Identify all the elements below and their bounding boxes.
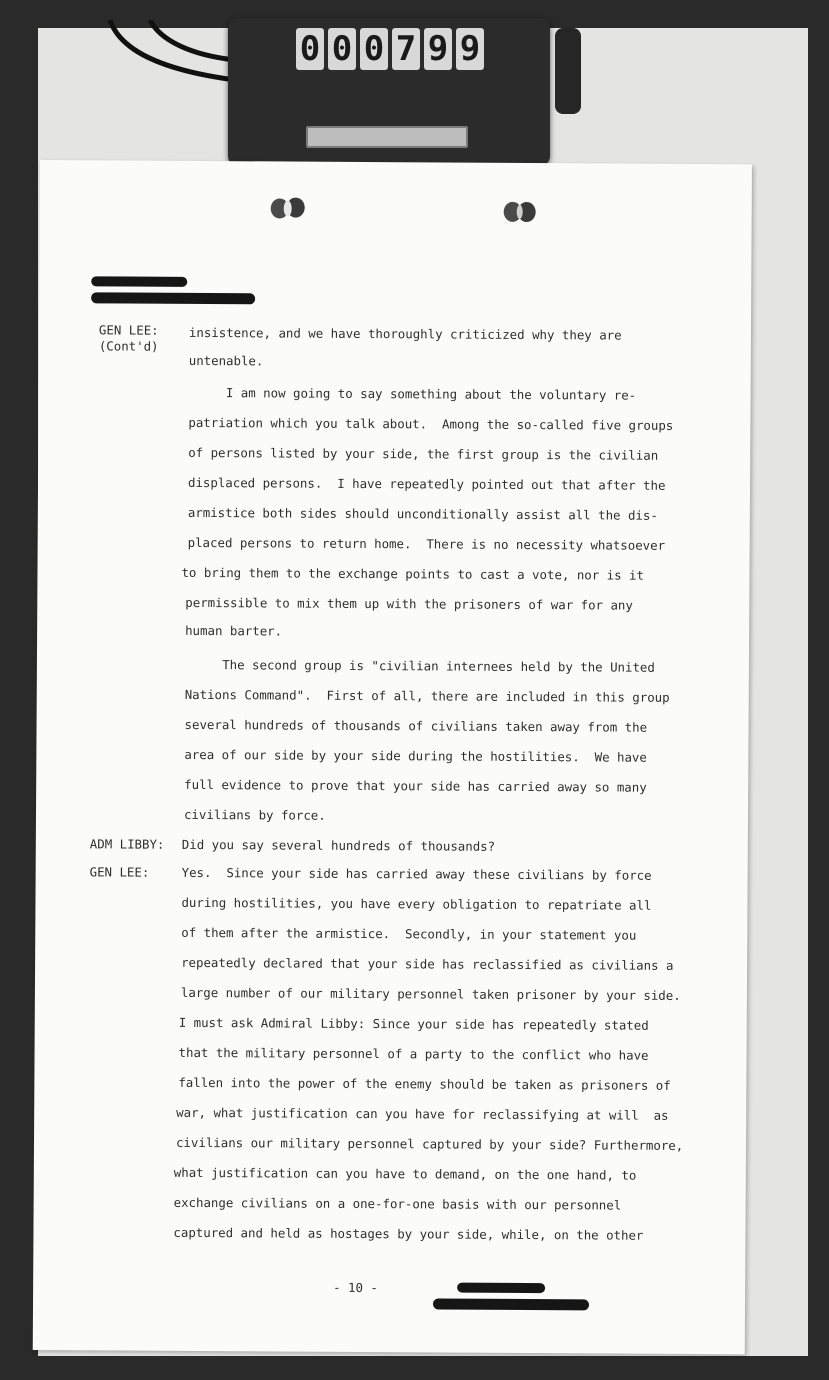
frame-counter: [228, 18, 550, 166]
text-line: to bring them to the exchange points to cast a vote, nor is it: [181, 564, 645, 583]
text-line: insistence, and we have thoroughly criticized why they are: [188, 324, 622, 343]
text-line: of them after the armistice. Secondly, in your statement you: [181, 924, 637, 943]
speaker-label: ADM LIBBY:: [89, 836, 165, 852]
text-line: placed persons to return home. There is no necessity whatsoever: [187, 534, 666, 553]
text-line: during hostilities, you have every obligation to repatriate all: [181, 894, 652, 913]
text-line: area of our side by your side during the hostilities. We have: [184, 746, 647, 765]
text-line: of persons listed by your side, the first group is the civilian: [188, 444, 659, 463]
counter-digits: [296, 28, 484, 72]
text-line: several hundreds of thousands of civilians taken away from the: [184, 716, 648, 735]
text-line: fallen into the power of the enemy should be taken as prisoners of: [178, 1074, 671, 1093]
redaction-bar: [91, 292, 255, 304]
counter-digit: 0: [328, 28, 356, 70]
text-line: large number of our military personnel taken prisoner by your side.: [180, 984, 681, 1003]
punch-hole-icon: [500, 199, 540, 225]
counter-digit: 9: [456, 28, 484, 70]
speaker-label: GEN LEE:: [89, 864, 150, 880]
speaker-label: GEN LEE:: [98, 322, 159, 338]
counter-knob: [555, 28, 581, 114]
counter-nameplate: [306, 126, 468, 148]
text-line: permissible to mix them up with the prisoners of war for any: [185, 594, 633, 613]
text-line: armistice both sides should unconditionally assist all the dis-: [187, 504, 658, 523]
text-line: civilians by force.: [183, 806, 326, 823]
text-line: that the military personnel of a party to the conflict who have: [178, 1044, 649, 1063]
counter-digit: 0: [360, 28, 388, 70]
text-line: captured and held as hostages by your side, while, on the other: [173, 1224, 644, 1243]
redaction-bar: [457, 1283, 545, 1294]
text-line: war, what justification can you have for reclassifying at will as: [176, 1104, 669, 1123]
text-line: Nations Command". First of all, there are included in this group: [184, 686, 670, 705]
text-line: untenable.: [188, 352, 264, 369]
text-line: what justification can you have to demand, on the one hand, to: [173, 1164, 637, 1183]
counter-cables: [100, 20, 240, 90]
counter-digit: 9: [424, 28, 452, 70]
redaction-bar: [433, 1298, 589, 1310]
document-body: [36, 160, 684, 1296]
text-line: patriation which you talk about. Among the so-called five groups: [188, 414, 674, 433]
counter-digit: 7: [392, 28, 420, 70]
text-line: Did you say several hundreds of thousands?: [181, 836, 496, 854]
document-page: [33, 160, 752, 1354]
text-line: exchange civilians on a one-for-one basis with our personnel: [173, 1194, 622, 1213]
text-line: civilians our military personnel captured by your side? Furthermore,: [175, 1134, 684, 1153]
text-line: Yes. Since your side has carried away these civilians by force: [181, 864, 652, 883]
speaker-continued: (Cont'd): [98, 338, 159, 354]
text-line: I must ask Admiral Libby: Since your side has repeatedly stated: [178, 1014, 649, 1033]
text-line: human barter.: [185, 622, 283, 639]
redaction-bar: [91, 276, 187, 287]
text-line: repeatedly declared that your side has reclassified as civilians a: [181, 954, 674, 973]
text-line: The second group is "civilian internees held by the United: [184, 656, 655, 675]
text-line: displaced persons. I have repeatedly pointed out that after the: [187, 474, 666, 493]
punch-hole-icon: [268, 195, 308, 221]
page-number: - 10 -: [333, 1279, 378, 1296]
counter-digit: 0: [296, 28, 324, 70]
text-line: I am now going to say something about the voluntary re-: [188, 384, 637, 403]
text-line: full evidence to prove that your side has carried away so many: [184, 776, 647, 795]
